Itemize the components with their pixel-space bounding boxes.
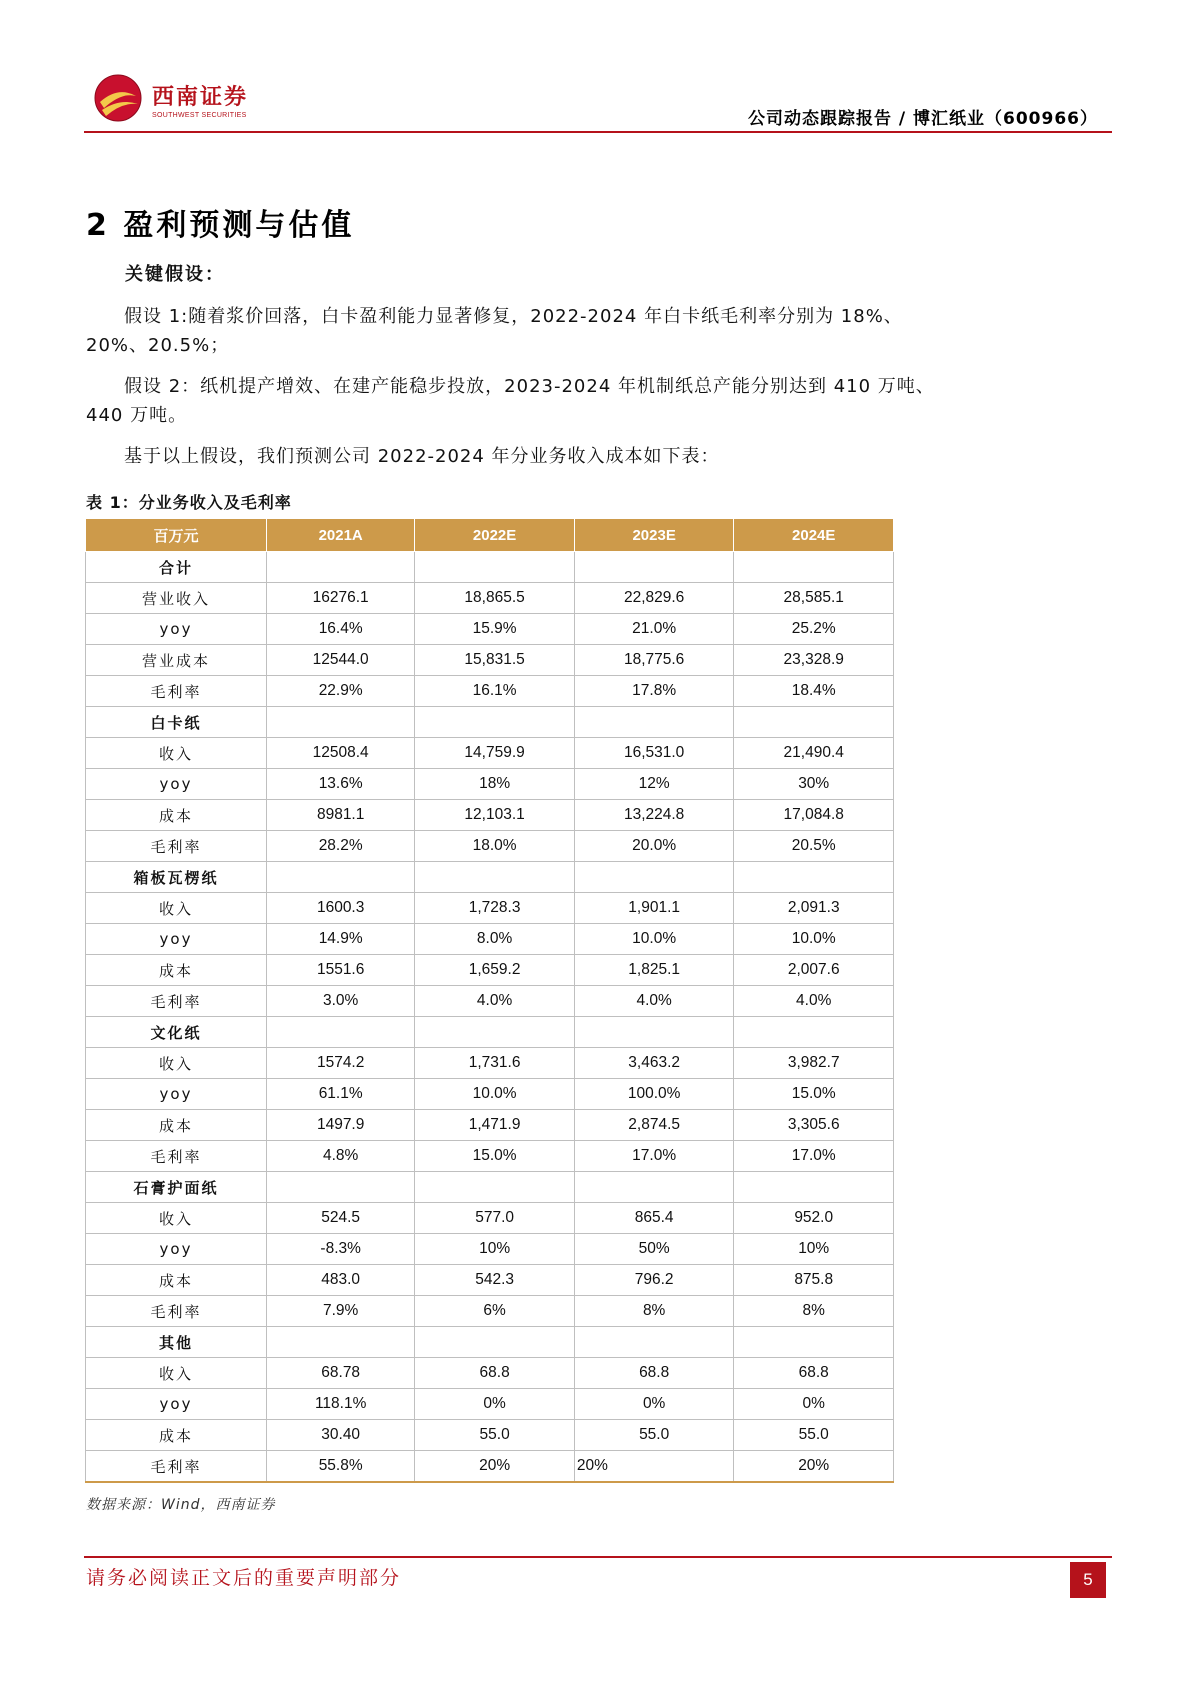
report-title: 公司动态跟踪报告 / 博汇纸业（600966） [747, 109, 1098, 129]
table-cell: 17.0% [734, 1141, 894, 1172]
table-cell: 15.0% [415, 1141, 575, 1172]
row-label: 成本 [86, 955, 267, 986]
table-cell: 0% [574, 1389, 734, 1420]
table-cell [415, 1172, 575, 1203]
table-cell: 0% [415, 1389, 575, 1420]
table-cell: 12508.4 [267, 738, 415, 769]
row-label: 毛利率 [86, 1296, 267, 1327]
row-label: 毛利率 [86, 676, 267, 707]
table-cell [267, 1327, 415, 1358]
table-cell: 1,825.1 [574, 955, 734, 986]
row-label: yoy [86, 924, 267, 955]
table-cell: 4.0% [574, 986, 734, 1017]
table-cell: 4.0% [415, 986, 575, 1017]
table-cell [574, 552, 734, 583]
section-heading: 2 盈利预测与估值 [86, 208, 355, 243]
row-label: 收入 [86, 1358, 267, 1389]
table-cell: 22,829.6 [574, 583, 734, 614]
table-row [86, 1079, 894, 1110]
table-cell: 20% [415, 1451, 575, 1483]
row-label: yoy [86, 614, 267, 645]
table-cell: 20.0% [574, 831, 734, 862]
row-label: 收入 [86, 1048, 267, 1079]
table-cell: 14.9% [267, 924, 415, 955]
table-cell: 21,490.4 [734, 738, 894, 769]
table-cell [415, 1017, 575, 1048]
table-cell [267, 1172, 415, 1203]
table-row [86, 1296, 894, 1327]
table-cell: 577.0 [415, 1203, 575, 1234]
page-number: 5 [1070, 1562, 1106, 1598]
table-cell: 55.0 [574, 1420, 734, 1451]
table-cell: 17,084.8 [734, 800, 894, 831]
table-row [86, 738, 894, 769]
table-cell: 16,531.0 [574, 738, 734, 769]
table-row [86, 1141, 894, 1172]
row-label: 毛利率 [86, 831, 267, 862]
key-assumptions-label: 关键假设： [125, 264, 225, 285]
page-header [84, 68, 1108, 132]
table-row [86, 1048, 894, 1079]
table-cell [267, 1017, 415, 1048]
table-cell: 10.0% [734, 924, 894, 955]
table-cell [415, 552, 575, 583]
table-cell: 14,759.9 [415, 738, 575, 769]
table-cell [574, 707, 734, 738]
table-cell: 15.9% [415, 614, 575, 645]
table-cell: 10.0% [574, 924, 734, 955]
row-label: yoy [86, 1389, 267, 1420]
table-cell: 3,982.7 [734, 1048, 894, 1079]
table-cell: 28.2% [267, 831, 415, 862]
table-cell: 1497.9 [267, 1110, 415, 1141]
table-cell: 100.0% [574, 1079, 734, 1110]
table-group-row [86, 707, 894, 738]
table-cell: 15,831.5 [415, 645, 575, 676]
table-row [86, 645, 894, 676]
table-cell: 2,091.3 [734, 893, 894, 924]
table-cell: 16.4% [267, 614, 415, 645]
row-label: yoy [86, 1079, 267, 1110]
row-label: 其他 [86, 1327, 267, 1358]
column-header: 2023E [574, 519, 734, 552]
footer-disclaimer: 请务必阅读正文后的重要声明部分 [86, 1567, 402, 1589]
table-intro: 基于以上假设，我们预测公司 2022-2024 年分业务收入成本如下表： [124, 446, 720, 467]
table-group-row [86, 1017, 894, 1048]
table-row [86, 769, 894, 800]
row-label: 文化纸 [86, 1017, 267, 1048]
table-row [86, 1110, 894, 1141]
table-group-row [86, 552, 894, 583]
table-cell: 20.5% [734, 831, 894, 862]
table-cell: 3,305.6 [734, 1110, 894, 1141]
table-row [86, 1265, 894, 1296]
data-source: 数据来源：Wind，西南证券 [86, 1497, 276, 1513]
table-caption: 表 1：分业务收入及毛利率 [86, 493, 292, 512]
table-cell: 8981.1 [267, 800, 415, 831]
table-cell: -8.3% [267, 1234, 415, 1265]
footer-divider [84, 1556, 1112, 1558]
table-row [86, 800, 894, 831]
table-cell: 12% [574, 769, 734, 800]
table-cell [267, 707, 415, 738]
table-cell: 18% [415, 769, 575, 800]
table-cell: 68.8 [734, 1358, 894, 1389]
table-cell: 55.8% [267, 1451, 415, 1483]
table-cell: 875.8 [734, 1265, 894, 1296]
table-cell: 18,865.5 [415, 583, 575, 614]
table-cell [734, 862, 894, 893]
row-label: 毛利率 [86, 1451, 267, 1483]
table-cell: 6% [415, 1296, 575, 1327]
row-label: 营业成本 [86, 645, 267, 676]
table-cell: 15.0% [734, 1079, 894, 1110]
table-cell: 1600.3 [267, 893, 415, 924]
table-cell: 2,874.5 [574, 1110, 734, 1141]
table-row [86, 924, 894, 955]
table-cell: 3,463.2 [574, 1048, 734, 1079]
row-label: 成本 [86, 800, 267, 831]
table-cell: 8% [574, 1296, 734, 1327]
table-cell: 22.9% [267, 676, 415, 707]
column-header: 2024E [734, 519, 894, 552]
table-cell [574, 1327, 734, 1358]
table-header-row [86, 519, 894, 552]
table-cell: 1,659.2 [415, 955, 575, 986]
assumption-2: 假设 2：纸机提产增效、在建产能稳步投放，2023-2024 年机制纸总产能分别达到 410 万吨、440 万吨。 [86, 376, 935, 426]
table-cell: 865.4 [574, 1203, 734, 1234]
table-cell: 0% [734, 1389, 894, 1420]
table-row [86, 1203, 894, 1234]
row-label: 收入 [86, 738, 267, 769]
table-cell: 3.0% [267, 986, 415, 1017]
table-cell: 18,775.6 [574, 645, 734, 676]
table-cell: 8% [734, 1296, 894, 1327]
table-cell: 20% [734, 1451, 894, 1483]
logo-cn-text: 西南证券 [152, 84, 249, 110]
table-cell: 13.6% [267, 769, 415, 800]
table-cell: 483.0 [267, 1265, 415, 1296]
table-cell: 12544.0 [267, 645, 415, 676]
row-label: 营业收入 [86, 583, 267, 614]
table-cell: 55.0 [415, 1420, 575, 1451]
table-row [86, 1234, 894, 1265]
table-row [86, 676, 894, 707]
table-cell [574, 1017, 734, 1048]
table-row [86, 1358, 894, 1389]
row-label: 合计 [86, 552, 267, 583]
row-label: 白卡纸 [86, 707, 267, 738]
table-cell: 30% [734, 769, 894, 800]
table-cell [734, 552, 894, 583]
table-cell: 1,901.1 [574, 893, 734, 924]
table-row [86, 1389, 894, 1420]
table-cell: 18.4% [734, 676, 894, 707]
table-cell: 1,471.9 [415, 1110, 575, 1141]
company-logo [92, 72, 252, 124]
table-row [86, 955, 894, 986]
table-cell: 16276.1 [267, 583, 415, 614]
column-header: 百万元 [86, 519, 267, 552]
table-cell: 50% [574, 1234, 734, 1265]
revenue-margin-table [85, 518, 894, 1483]
table-cell: 20% [574, 1451, 734, 1483]
table-cell [574, 1172, 734, 1203]
table-cell: 10% [734, 1234, 894, 1265]
row-label: 毛利率 [86, 986, 267, 1017]
table-cell: 8.0% [415, 924, 575, 955]
table-cell: 118.1% [267, 1389, 415, 1420]
column-header: 2022E [415, 519, 575, 552]
table-cell [415, 862, 575, 893]
table-cell: 18.0% [415, 831, 575, 862]
table-cell: 10.0% [415, 1079, 575, 1110]
row-label: yoy [86, 769, 267, 800]
table-cell: 21.0% [574, 614, 734, 645]
table-cell: 10% [415, 1234, 575, 1265]
table-group-row [86, 1327, 894, 1358]
table-cell: 17.0% [574, 1141, 734, 1172]
table-cell: 13,224.8 [574, 800, 734, 831]
table-cell: 68.78 [267, 1358, 415, 1389]
table-cell: 4.0% [734, 986, 894, 1017]
table-cell: 1574.2 [267, 1048, 415, 1079]
table-cell: 12,103.1 [415, 800, 575, 831]
table-cell: 30.40 [267, 1420, 415, 1451]
table-row [86, 614, 894, 645]
row-label: 成本 [86, 1420, 267, 1451]
table-cell: 524.5 [267, 1203, 415, 1234]
table-cell [415, 1327, 575, 1358]
row-label: 毛利率 [86, 1141, 267, 1172]
row-label: 收入 [86, 893, 267, 924]
table-cell [734, 1017, 894, 1048]
table-cell: 17.8% [574, 676, 734, 707]
table-cell: 1,731.6 [415, 1048, 575, 1079]
table-row [86, 986, 894, 1017]
column-header: 2021A [267, 519, 415, 552]
table-cell: 28,585.1 [734, 583, 894, 614]
table-group-row [86, 862, 894, 893]
table-cell: 2,007.6 [734, 955, 894, 986]
table-cell: 23,328.9 [734, 645, 894, 676]
table-cell: 1551.6 [267, 955, 415, 986]
table-cell: 25.2% [734, 614, 894, 645]
table-row [86, 583, 894, 614]
table-cell: 7.9% [267, 1296, 415, 1327]
table-cell [574, 862, 734, 893]
table-group-row [86, 1172, 894, 1203]
table-row [86, 831, 894, 862]
table-row [86, 1420, 894, 1451]
table-cell: 55.0 [734, 1420, 894, 1451]
table-cell: 952.0 [734, 1203, 894, 1234]
row-label: 收入 [86, 1203, 267, 1234]
table-cell [415, 707, 575, 738]
row-label: 成本 [86, 1110, 267, 1141]
row-label: 箱板瓦楞纸 [86, 862, 267, 893]
assumption-1: 假设 1:随着浆价回落，白卡盈利能力显著修复，2022-2024 年白卡纸毛利率分别为 18%、20%、20.5%； [86, 306, 903, 356]
table-row [86, 1451, 894, 1483]
table-cell: 68.8 [574, 1358, 734, 1389]
table-cell [734, 1327, 894, 1358]
table-row [86, 893, 894, 924]
row-label: 石膏护面纸 [86, 1172, 267, 1203]
logo-mark-icon [92, 72, 144, 124]
table-cell [734, 707, 894, 738]
table-cell: 796.2 [574, 1265, 734, 1296]
table-cell: 16.1% [415, 676, 575, 707]
table-body [86, 552, 894, 1483]
header-divider [84, 131, 1112, 133]
row-label: yoy [86, 1234, 267, 1265]
table-cell [734, 1172, 894, 1203]
table-cell: 68.8 [415, 1358, 575, 1389]
table-cell [267, 552, 415, 583]
table-cell: 1,728.3 [415, 893, 575, 924]
table-cell: 542.3 [415, 1265, 575, 1296]
table-cell: 4.8% [267, 1141, 415, 1172]
table-cell [267, 862, 415, 893]
row-label: 成本 [86, 1265, 267, 1296]
logo-en-text: SOUTHWEST SECURITIES [152, 112, 247, 119]
table-cell: 61.1% [267, 1079, 415, 1110]
